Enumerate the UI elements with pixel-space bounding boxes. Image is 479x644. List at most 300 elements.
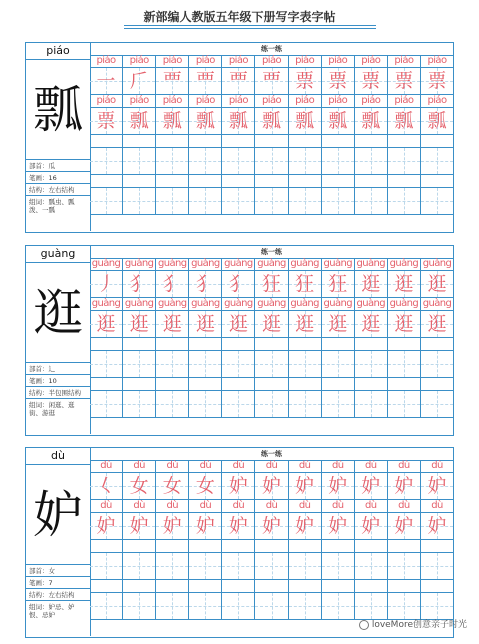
tracing-cell[interactable]	[421, 68, 453, 94]
tracing-cell[interactable]	[355, 271, 388, 297]
pinyin-cell: guàng	[388, 258, 421, 270]
tracing-cell[interactable]	[289, 473, 322, 499]
tracing-character: 逛	[394, 273, 414, 295]
blank-writing-cell[interactable]	[123, 148, 156, 174]
pinyin-cell: piáo	[322, 55, 355, 67]
pinyin-cell: dù	[388, 460, 421, 472]
blank-writing-cell[interactable]	[355, 593, 388, 619]
blank-writing-cell[interactable]	[189, 188, 222, 214]
pinyin-cell: dù	[222, 500, 255, 512]
pinyin-cell: piáo	[427, 55, 447, 66]
blank-pinyin-cell[interactable]	[355, 378, 388, 390]
blank-pinyin-cell[interactable]	[222, 175, 255, 187]
blank-pinyin-cell[interactable]	[123, 580, 156, 592]
blank-writing-cell[interactable]	[90, 391, 123, 417]
blank-pinyin-cell[interactable]	[156, 135, 189, 147]
tracing-character: 瓢	[394, 110, 414, 132]
tracing-cell[interactable]	[156, 108, 189, 134]
character-info-panel	[26, 246, 91, 434]
pinyin-cell: piáo	[222, 95, 255, 107]
tracing-character: 票	[328, 70, 348, 92]
blank-pinyin-cell[interactable]	[421, 540, 453, 552]
pinyin-cell: guàng	[322, 298, 355, 310]
blank-pinyin-cell[interactable]	[322, 175, 355, 187]
blank-writing-cell[interactable]	[90, 553, 123, 579]
tracing-character: 狂	[328, 273, 348, 295]
tracing-cell[interactable]	[255, 473, 288, 499]
tracing-cell[interactable]	[189, 473, 222, 499]
blank-pinyin-cell[interactable]	[289, 540, 322, 552]
blank-writing-cell[interactable]	[222, 351, 255, 377]
pinyin-cell: guàng	[322, 258, 355, 270]
blank-pinyin-cell[interactable]	[355, 540, 388, 552]
tracing-cell[interactable]	[123, 473, 156, 499]
blank-writing-cell[interactable]	[255, 593, 288, 619]
tracing-character: 瓢	[328, 110, 348, 132]
tracing-character: 票	[295, 70, 315, 92]
blank-writing-cell[interactable]	[156, 593, 189, 619]
blank-pinyin-cell[interactable]	[388, 338, 421, 350]
blank-pinyin-cell[interactable]	[289, 175, 322, 187]
tracing-character: 狂	[262, 273, 282, 295]
tracing-cell[interactable]	[222, 513, 255, 539]
blank-writing-cell[interactable]	[156, 148, 189, 174]
blank-writing-cell[interactable]	[355, 553, 388, 579]
blank-pinyin-cell[interactable]	[255, 338, 288, 350]
blank-writing-cell[interactable]	[90, 351, 123, 377]
tracing-cell[interactable]	[322, 108, 355, 134]
tracing-character: 逛	[262, 313, 282, 335]
tracing-character: 瓢	[262, 110, 282, 132]
tracing-cell[interactable]	[189, 271, 222, 297]
blank-writing-cell[interactable]	[189, 351, 222, 377]
tracing-cell[interactable]	[123, 271, 156, 297]
blank-pinyin-cell[interactable]	[322, 378, 355, 390]
blank-pinyin-cell[interactable]	[289, 378, 322, 390]
blank-writing-cell[interactable]	[222, 391, 255, 417]
blank-writing-cell[interactable]	[388, 391, 421, 417]
blank-writing-cell[interactable]	[289, 188, 322, 214]
pinyin-cell: piáo	[156, 55, 189, 67]
tracing-cell[interactable]	[388, 473, 421, 499]
blank-writing-cell[interactable]	[123, 391, 156, 417]
tracing-character: 票	[96, 110, 116, 132]
blank-writing-cell[interactable]	[421, 593, 453, 619]
blank-pinyin-cell[interactable]	[156, 338, 189, 350]
tracing-character: 逛	[361, 273, 381, 295]
blank-writing-cell[interactable]	[289, 391, 322, 417]
tracing-cell[interactable]	[355, 311, 388, 337]
blank-pinyin-cell[interactable]	[322, 540, 355, 552]
blank-writing-cell[interactable]	[388, 188, 421, 214]
blank-writing-cell[interactable]	[421, 188, 453, 214]
tracing-character: 妒	[195, 515, 215, 537]
blank-pinyin-cell[interactable]	[388, 580, 421, 592]
pinyin-cell: guàng	[90, 258, 123, 270]
blank-writing-cell[interactable]	[189, 593, 222, 619]
blank-writing-row	[90, 593, 453, 620]
blank-pinyin-cell[interactable]	[322, 135, 355, 147]
tracing-cell[interactable]	[255, 311, 288, 337]
tracing-cell[interactable]	[289, 311, 322, 337]
pinyin-cell: guàng	[388, 298, 421, 310]
tracing-cell[interactable]	[123, 311, 156, 337]
blank-pinyin-cell[interactable]	[322, 338, 355, 350]
blank-pinyin-cell[interactable]	[421, 338, 453, 350]
tracing-character: 妒	[394, 515, 414, 537]
tracing-character: 女	[162, 475, 182, 497]
pinyin-cell: dù	[431, 500, 443, 511]
tracing-cell[interactable]	[189, 108, 222, 134]
pinyin-cell: guàng	[422, 298, 452, 309]
tracing-cell[interactable]	[222, 108, 255, 134]
tracing-cell[interactable]	[156, 513, 189, 539]
blank-writing-cell[interactable]	[255, 188, 288, 214]
blank-pinyin-cell[interactable]	[255, 580, 288, 592]
tracing-cell[interactable]	[189, 68, 222, 94]
tracing-cell[interactable]	[90, 68, 123, 94]
blank-pinyin-cell[interactable]	[355, 175, 388, 187]
word-examples: 组词：妒忌、妒恨、忌妒	[26, 600, 90, 636]
blank-writing-cell[interactable]	[388, 148, 421, 174]
tracing-cell[interactable]	[322, 473, 355, 499]
tracing-cell[interactable]	[123, 68, 156, 94]
tracing-cell[interactable]	[355, 513, 388, 539]
blank-writing-cell[interactable]	[289, 593, 322, 619]
pinyin-cell: dù	[289, 460, 322, 472]
blank-pinyin-cell[interactable]	[90, 580, 123, 592]
tracing-character: 妒	[262, 475, 282, 497]
blank-writing-cell[interactable]	[322, 188, 355, 214]
blank-writing-cell[interactable]	[156, 188, 189, 214]
tracing-cell[interactable]	[189, 513, 222, 539]
pinyin-cell: piáo	[90, 55, 123, 67]
blank-writing-row	[90, 391, 453, 418]
tracing-character: 逛	[129, 313, 149, 335]
tracing-character: 犭	[195, 273, 215, 295]
character-pinyin: piáo	[26, 43, 90, 60]
tracing-cell[interactable]	[222, 68, 255, 94]
blank-pinyin-cell[interactable]	[388, 135, 421, 147]
tracing-cell[interactable]	[255, 68, 288, 94]
blank-writing-cell[interactable]	[222, 553, 255, 579]
tracing-cell[interactable]	[355, 68, 388, 94]
tracing-cell[interactable]	[255, 108, 288, 134]
blank-writing-cell[interactable]	[388, 553, 421, 579]
blank-pinyin-cell[interactable]	[189, 135, 222, 147]
tracing-character: 妒	[328, 515, 348, 537]
pinyin-cell: piáo	[156, 95, 189, 107]
tracing-cell[interactable]	[355, 108, 388, 134]
blank-pinyin-cell[interactable]	[355, 135, 388, 147]
tracing-cell[interactable]	[189, 311, 222, 337]
blank-pinyin-cell[interactable]	[255, 378, 288, 390]
tracing-cell[interactable]	[421, 108, 453, 134]
practice-grid	[90, 258, 453, 418]
pinyin-row	[90, 55, 453, 68]
pinyin-cell: guàng	[222, 298, 255, 310]
blank-writing-cell[interactable]	[355, 351, 388, 377]
pinyin-cell: guàng	[90, 298, 123, 310]
pinyin-cell: piáo	[355, 55, 388, 67]
blank-pinyin-cell[interactable]	[355, 580, 388, 592]
tracing-cell[interactable]	[222, 271, 255, 297]
blank-writing-cell[interactable]	[255, 148, 288, 174]
blank-pinyin-cell[interactable]	[255, 175, 288, 187]
word-examples: 组词：闲逛、逛街、游逛	[26, 398, 90, 434]
blank-pinyin-cell[interactable]	[156, 378, 189, 390]
blank-writing-cell[interactable]	[289, 553, 322, 579]
tracing-character: 瓢	[361, 110, 381, 132]
pinyin-cell: guàng	[123, 298, 156, 310]
practice-grid	[90, 460, 453, 620]
blank-pinyin-cell[interactable]	[90, 175, 123, 187]
blank-writing-cell[interactable]	[421, 148, 453, 174]
structure-info: 结构：半包围结构	[26, 386, 90, 398]
pinyin-cell: dù	[222, 460, 255, 472]
pinyin-cell: guàng	[355, 298, 388, 310]
blank-writing-cell[interactable]	[255, 391, 288, 417]
blank-pinyin-cell[interactable]	[222, 135, 255, 147]
blank-pinyin-cell[interactable]	[388, 175, 421, 187]
blank-writing-cell[interactable]	[322, 351, 355, 377]
radical-info: 部首：女	[26, 564, 90, 576]
blank-pinyin-cell[interactable]	[222, 338, 255, 350]
blank-writing-cell[interactable]	[255, 351, 288, 377]
pinyin-cell: guàng	[156, 258, 189, 270]
blank-pinyin-cell[interactable]	[189, 175, 222, 187]
blank-writing-cell[interactable]	[322, 148, 355, 174]
pinyin-cell: piáo	[427, 95, 447, 106]
blank-pinyin-cell[interactable]	[421, 175, 453, 187]
tracing-cell[interactable]	[322, 271, 355, 297]
blank-pinyin-cell[interactable]	[222, 580, 255, 592]
structure-info: 结构：左右结构	[26, 183, 90, 195]
pinyin-cell: dù	[388, 500, 421, 512]
blank-pinyin-cell[interactable]	[90, 378, 123, 390]
blank-pinyin-cell[interactable]	[90, 338, 123, 350]
pinyin-cell: piáo	[123, 95, 156, 107]
character-card	[25, 447, 454, 638]
tracing-cell[interactable]	[322, 513, 355, 539]
tracing-cell[interactable]	[255, 513, 288, 539]
pinyin-row	[90, 95, 453, 108]
blank-pinyin-cell[interactable]	[189, 540, 222, 552]
tracing-character: 𠂆	[129, 70, 149, 92]
tracing-cell[interactable]	[156, 68, 189, 94]
stroke-order-row	[90, 473, 453, 500]
tracing-character: 一	[96, 70, 116, 92]
tracing-cell[interactable]	[255, 271, 288, 297]
tracing-cell[interactable]	[421, 311, 453, 337]
blank-writing-cell[interactable]	[355, 148, 388, 174]
tracing-character: 瓢	[162, 110, 182, 132]
blank-writing-cell[interactable]	[123, 553, 156, 579]
pinyin-cell: piáo	[289, 55, 322, 67]
blank-pinyin-cell[interactable]	[388, 378, 421, 390]
tracing-cell[interactable]	[388, 513, 421, 539]
tracing-cell[interactable]	[322, 311, 355, 337]
blank-writing-cell[interactable]	[222, 148, 255, 174]
tracing-cell[interactable]	[90, 513, 123, 539]
blank-writing-cell[interactable]	[189, 391, 222, 417]
stroke-order-row	[90, 108, 453, 135]
blank-writing-row	[90, 351, 453, 378]
blank-pinyin-cell[interactable]	[421, 378, 453, 390]
blank-pinyin-cell[interactable]	[123, 338, 156, 350]
model-character: 瓢	[33, 81, 83, 139]
tracing-cell[interactable]	[123, 513, 156, 539]
stroke-order-row	[90, 513, 453, 540]
pinyin-cell: guàng	[289, 298, 322, 310]
blank-pinyin-cell[interactable]	[255, 135, 288, 147]
blank-pinyin-cell[interactable]	[189, 338, 222, 350]
tracing-character: 逛	[195, 313, 215, 335]
pinyin-cell: dù	[255, 500, 288, 512]
blank-writing-cell[interactable]	[322, 593, 355, 619]
tracing-character: 妒	[361, 475, 381, 497]
tracing-character: 丿	[96, 273, 116, 295]
tracing-cell[interactable]	[123, 108, 156, 134]
blank-writing-cell[interactable]	[123, 188, 156, 214]
blank-writing-cell[interactable]	[222, 188, 255, 214]
tracing-cell[interactable]	[355, 473, 388, 499]
blank-pinyin-cell[interactable]	[156, 540, 189, 552]
tracing-character: 瓢	[427, 110, 447, 132]
stroke-order-row	[90, 311, 453, 338]
tracing-character: 犭	[228, 273, 248, 295]
practice-title: 练一练	[90, 448, 453, 461]
blank-writing-cell[interactable]	[421, 553, 453, 579]
tracing-cell[interactable]	[156, 311, 189, 337]
word-examples: 组词：瓢虫、瓢泼、一瓢	[26, 195, 90, 231]
blank-writing-cell[interactable]	[421, 391, 453, 417]
pinyin-cell: piáo	[123, 55, 156, 67]
tracing-cell[interactable]	[289, 68, 322, 94]
blank-pinyin-cell[interactable]	[189, 378, 222, 390]
pinyin-cell: dù	[355, 460, 388, 472]
tracing-cell[interactable]	[388, 271, 421, 297]
blank-writing-cell[interactable]	[355, 391, 388, 417]
pinyin-cell: dù	[156, 500, 189, 512]
blank-pinyin-cell[interactable]	[123, 175, 156, 187]
blank-writing-cell[interactable]	[90, 593, 123, 619]
blank-writing-row	[90, 148, 453, 175]
blank-writing-cell[interactable]	[156, 351, 189, 377]
blank-pinyin-cell[interactable]	[156, 580, 189, 592]
blank-pinyin-cell[interactable]	[123, 378, 156, 390]
blank-pinyin-cell[interactable]	[123, 540, 156, 552]
tracing-cell[interactable]	[388, 108, 421, 134]
blank-writing-cell[interactable]	[90, 188, 123, 214]
blank-pinyin-cell[interactable]	[322, 580, 355, 592]
pinyin-cell: dù	[123, 460, 156, 472]
blank-pinyin-cell[interactable]	[289, 338, 322, 350]
blank-writing-cell[interactable]	[90, 148, 123, 174]
blank-writing-cell[interactable]	[322, 391, 355, 417]
blank-pinyin-cell[interactable]	[90, 135, 123, 147]
blank-pinyin-cell[interactable]	[123, 135, 156, 147]
tracing-cell[interactable]	[289, 108, 322, 134]
blank-pinyin-cell[interactable]	[421, 135, 453, 147]
pinyin-row	[90, 258, 453, 271]
pinyin-cell: dù	[322, 500, 355, 512]
tracing-cell[interactable]	[388, 68, 421, 94]
tracing-cell[interactable]	[421, 513, 453, 539]
blank-writing-cell[interactable]	[156, 553, 189, 579]
tracing-character: 妒	[295, 475, 315, 497]
blank-pinyin-cell[interactable]	[289, 135, 322, 147]
blank-pinyin-cell[interactable]	[355, 338, 388, 350]
blank-writing-cell[interactable]	[189, 148, 222, 174]
tracing-cell[interactable]	[421, 271, 453, 297]
blank-writing-cell[interactable]	[388, 593, 421, 619]
blank-writing-cell[interactable]	[255, 553, 288, 579]
blank-writing-cell[interactable]	[156, 391, 189, 417]
blank-writing-cell[interactable]	[322, 553, 355, 579]
blank-writing-cell[interactable]	[355, 188, 388, 214]
tracing-cell[interactable]	[289, 271, 322, 297]
tracing-cell[interactable]	[322, 68, 355, 94]
blank-writing-cell[interactable]	[388, 351, 421, 377]
blank-pinyin-cell[interactable]	[156, 175, 189, 187]
blank-writing-cell[interactable]	[421, 351, 453, 377]
model-character: 逛	[33, 284, 83, 342]
blank-writing-cell[interactable]	[123, 593, 156, 619]
tracing-cell[interactable]	[90, 311, 123, 337]
blank-pinyin-cell[interactable]	[222, 378, 255, 390]
tracing-cell[interactable]	[90, 473, 123, 499]
pinyin-row	[90, 500, 453, 513]
tracing-character: 瓢	[228, 110, 248, 132]
pinyin-cell: dù	[189, 460, 222, 472]
blank-pinyin-cell[interactable]	[255, 540, 288, 552]
blank-writing-cell[interactable]	[189, 553, 222, 579]
blank-writing-cell[interactable]	[289, 351, 322, 377]
practice-grid	[90, 55, 453, 215]
tracing-cell[interactable]	[222, 473, 255, 499]
blank-writing-cell[interactable]	[289, 148, 322, 174]
tracing-cell[interactable]	[289, 513, 322, 539]
blank-pinyin-row	[90, 580, 453, 593]
tracing-cell[interactable]	[388, 311, 421, 337]
blank-writing-cell[interactable]	[123, 351, 156, 377]
blank-pinyin-cell[interactable]	[421, 580, 453, 592]
tracing-cell[interactable]	[90, 108, 123, 134]
tracing-character: 逛	[228, 313, 248, 335]
pinyin-cell: guàng	[422, 258, 452, 269]
blank-pinyin-cell[interactable]	[90, 540, 123, 552]
blank-pinyin-row	[90, 378, 453, 391]
tracing-character: 妒	[427, 475, 447, 497]
tracing-cell[interactable]	[90, 271, 123, 297]
blank-pinyin-cell[interactable]	[388, 540, 421, 552]
pinyin-cell: guàng	[289, 258, 322, 270]
pinyin-cell: dù	[90, 460, 123, 472]
blank-pinyin-cell[interactable]	[189, 580, 222, 592]
blank-writing-cell[interactable]	[222, 593, 255, 619]
tracing-character: 逛	[427, 273, 447, 295]
tracing-cell[interactable]	[421, 473, 453, 499]
blank-pinyin-cell[interactable]	[289, 580, 322, 592]
tracing-cell[interactable]	[222, 311, 255, 337]
pinyin-cell: dù	[90, 500, 123, 512]
tracing-character: 妒	[162, 515, 182, 537]
blank-pinyin-cell[interactable]	[222, 540, 255, 552]
tracing-cell[interactable]	[156, 271, 189, 297]
tracing-cell[interactable]	[156, 473, 189, 499]
pinyin-cell: dù	[289, 500, 322, 512]
